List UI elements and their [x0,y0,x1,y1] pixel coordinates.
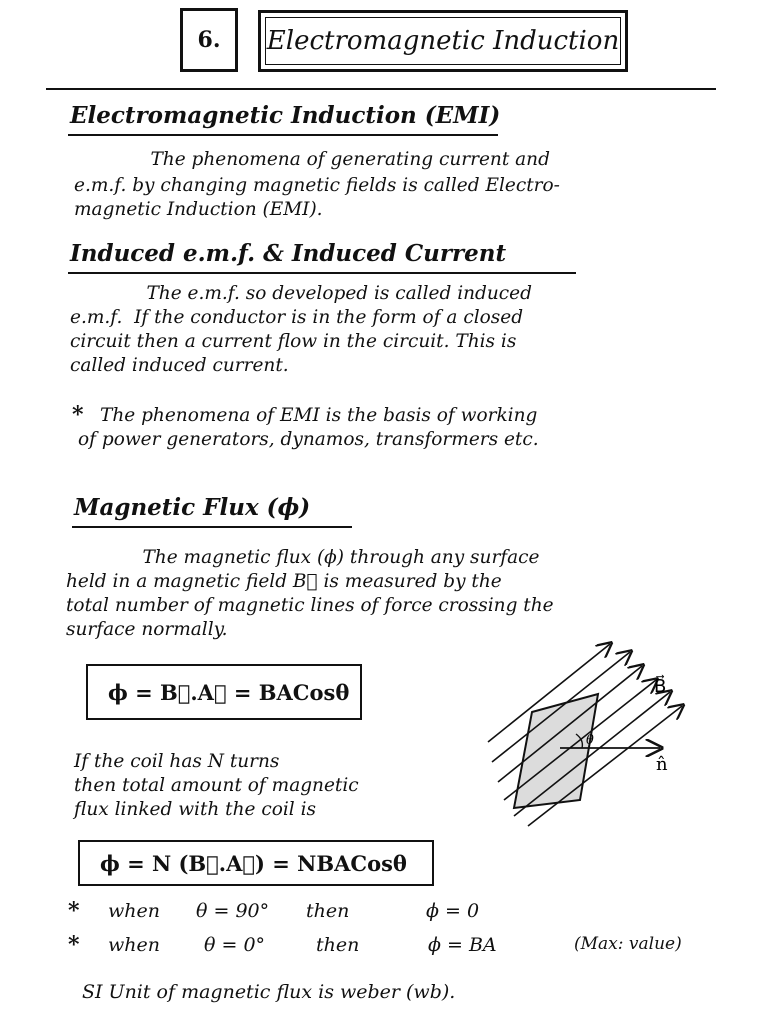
note-star: * [72,402,84,428]
emi-line-1: The phenomena of generating current and [74,149,550,170]
condition-1-when: when [108,900,160,922]
emi-line-2: e.m.f. by changing magnetic fields is called Electro- [74,175,560,196]
chapter-number-box [180,8,238,72]
induced-heading-underline [68,272,576,274]
coil-line-1: If the coil has N turns [74,751,280,772]
coil-line-2: then total amount of magnetic [74,775,359,796]
condition-1-star: * [68,898,80,924]
field-label: B⃗ [654,676,667,697]
induced-line-3: circuit then a current flow in the circuit. This is [70,331,517,352]
note-line-1: The phenomena of EMI is the basis of working [100,405,538,426]
note-line-2: of power generators, dynamos, transformers etc. [78,429,539,450]
si-unit-line: SI Unit of magnetic flux is weber (wb). [82,981,456,1003]
header-divider [46,88,716,90]
coil-formula-box [78,840,434,886]
flux-line-2: held in a magnetic field B⃗ is measured by the [66,571,502,592]
induced-heading: Induced e.m.f. & Induced Current [70,240,507,267]
flux-formula-box [86,664,362,720]
induced-line-2: e.m.f. If the conductor is in the form of a closed [70,307,524,328]
emi-heading-underline [68,134,498,136]
condition-1-result: ϕ = 0 [426,900,480,922]
angle-label: θ [586,733,594,748]
coil-line-3: flux linked with the coil is [74,799,316,820]
emi-heading: Electromagnetic Induction (EMI) [70,102,501,129]
flux-line-3: total number of magnetic lines of force crossing the [66,595,554,616]
induced-line-1: The e.m.f. so developed is called induced [70,283,532,304]
chapter-title: Electromagnetic Induction [266,26,620,56]
condition-2-note: (Max: value) [574,934,682,954]
induced-line-4: called induced current. [70,355,289,376]
emi-line-3: magnetic Induction (EMI). [74,199,323,220]
flux-heading-underline [72,526,352,528]
chapter-number: 6. [197,27,221,53]
normal-label: n̂ [656,754,668,775]
condition-1-then: then [306,900,350,922]
condition-2-star: * [68,932,80,958]
condition-2-then: then [316,934,360,956]
flux-line-4: surface normally. [66,619,228,640]
chapter-title-box [258,10,628,72]
condition-2-angle: θ = 0° [204,934,266,956]
condition-1-angle: θ = 90° [196,900,270,922]
flux-diagram [470,630,710,830]
flux-heading: Magnetic Flux (ϕ) [74,494,311,521]
flux-formula: ϕ = B⃗.A⃗ = BACosθ [108,679,350,705]
flux-line-1: The magnetic flux (ϕ) through any surface [66,547,540,568]
coil-formula: ϕ = N (B⃗.A⃗) = NBACosθ [100,850,407,876]
condition-2-when: when [108,934,160,956]
condition-2-result: ϕ = BA [428,934,497,956]
